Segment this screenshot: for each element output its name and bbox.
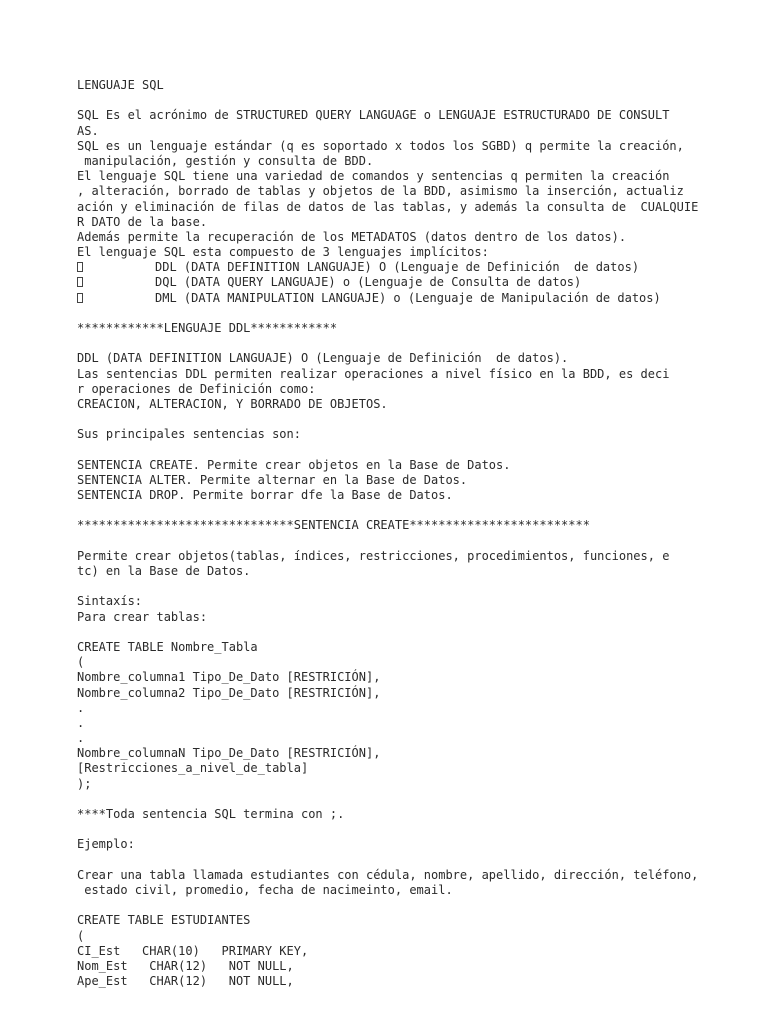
text-line: ****Toda sentencia SQL termina con ;. (77, 807, 345, 821)
text-line: Las sentencias DDL permiten realizar operaciones a nivel físico en la BDD, es deci (77, 366, 670, 381)
text-line: estado civil, promedio, fecha de nacimeinto, email. (77, 882, 453, 897)
text-line: ************LENGUAJE DDL************ (77, 321, 338, 335)
text-line: ación y eliminación de filas de datos de las tablas, y además la consulta de CUALQUIE (77, 199, 699, 214)
blank-line (77, 534, 757, 549)
text-line: AS. (77, 123, 99, 138)
text-line: Para crear tablas: (77, 609, 208, 624)
blank-line (77, 625, 757, 640)
bullet-text: DDL (DATA DEFINITION LANGUAJE) O (Lenguaje de Definición de datos) (155, 260, 640, 275)
bullet-text: DQL (DATA QUERY LANGUAJE) o (Lenguaje de Consulta de datos) (155, 275, 582, 290)
blank-line (77, 853, 757, 868)
text-line: CREATE TABLE Nombre_Tabla (77, 639, 258, 654)
bullet-box-icon (77, 262, 83, 272)
text-line: Ape_Est CHAR(12) NOT NULL, (77, 974, 294, 989)
bullet-box-icon (77, 293, 83, 303)
text-line: DDL (DATA DEFINITION LANGUAJE) O (Lenguaje de Definición de datos). (77, 351, 569, 366)
text-line: Además permite la recuperación de los METADATOS (datos dentro de los datos). (77, 229, 627, 244)
text-line: manipulación, gestión y consulta de BDD. (77, 153, 374, 168)
text-line: Sus principales sentencias son: (77, 427, 301, 442)
blank-line (77, 898, 757, 913)
blank-line (77, 792, 757, 807)
text-line: tc) en la Base de Datos. (77, 564, 251, 578)
text-line: Permite crear objetos(tablas, índices, restricciones, procedimientos, funciones, e (77, 548, 670, 563)
blank-line (77, 336, 757, 351)
text-line: Sintaxís: (77, 594, 143, 609)
text-line: . (77, 700, 85, 715)
text-line: ******************************SENTENCIA CREATE************************* (77, 518, 590, 533)
bullet-box-icon (77, 277, 83, 287)
bullet-list-item (77, 260, 757, 275)
text-line: Nombre_columnaN Tipo_De_Dato [RESTRICIÓN], (77, 746, 381, 761)
blank-line (77, 503, 757, 518)
text-line: Nombre_columna1 Tipo_De_Dato [RESTRICIÓN], (77, 670, 381, 685)
bullet-list-item (77, 275, 757, 290)
text-line: , alteración, borrado de tablas y objetos de la BDD, asimismo la inserción, actualiz (77, 184, 684, 199)
text-line: SENTENCIA DROP. Permite borrar dfe la Base de Datos. (77, 488, 453, 503)
text-line: SQL es un lenguaje estándar (q es soportado x todos los SGBD) q permite la creación, (77, 138, 684, 153)
text-line: Nombre_columna2 Tipo_De_Dato [RESTRICIÓN], (77, 685, 381, 700)
text-line: ( (77, 655, 85, 670)
blank-line (77, 579, 757, 594)
text-line: Ejemplo: (77, 837, 135, 852)
text-line: SENTENCIA CREATE. Permite crear objetos en la Base de Datos. (77, 457, 511, 472)
text-line: Nom_Est CHAR(12) NOT NULL, (77, 958, 294, 973)
text-line: R DATO de la base. (77, 214, 208, 229)
text-line: CI_Est CHAR(10) PRIMARY KEY, (77, 943, 309, 958)
text-line: El lenguaje SQL tiene una variedad de comandos y sentencias q permiten la creación (77, 169, 670, 184)
blank-line (77, 443, 757, 458)
text-line: LENGUAJE SQL (77, 78, 164, 92)
text-line: SENTENCIA ALTER. Permite alternar en la Base de Datos. (77, 472, 468, 487)
blank-line (77, 822, 757, 837)
text-line: ( (77, 928, 85, 943)
text-line: SQL Es el acrónimo de STRUCTURED QUERY LANGUAGE o LENGUAJE ESTRUCTURADO DE CONSULT (77, 108, 670, 123)
text-line: r operaciones de Definición como: (77, 381, 316, 396)
text-line: El lenguaje SQL esta compuesto de 3 lenguajes implícitos: (77, 245, 489, 260)
blank-line (77, 412, 757, 427)
text-line: . (77, 715, 85, 730)
document-body (77, 78, 757, 989)
blank-line (77, 93, 757, 108)
text-line: CREATE TABLE ESTUDIANTES (77, 913, 251, 928)
text-line: . (77, 731, 85, 746)
text-line: Crear una tabla llamada estudiantes con cédula, nombre, apellido, dirección, teléfono, (77, 867, 699, 882)
text-line: CREACION, ALTERACION, Y BORRADO DE OBJETOS. (77, 396, 388, 411)
bullet-list-item (77, 291, 757, 306)
text-line: [Restricciones_a_nivel_de_tabla] (77, 761, 309, 776)
text-line: ); (77, 776, 92, 791)
bullet-text: DML (DATA MANIPULATION LANGUAJE) o (Lenguaje de Manipulación de datos) (155, 290, 661, 305)
blank-line (77, 306, 757, 321)
